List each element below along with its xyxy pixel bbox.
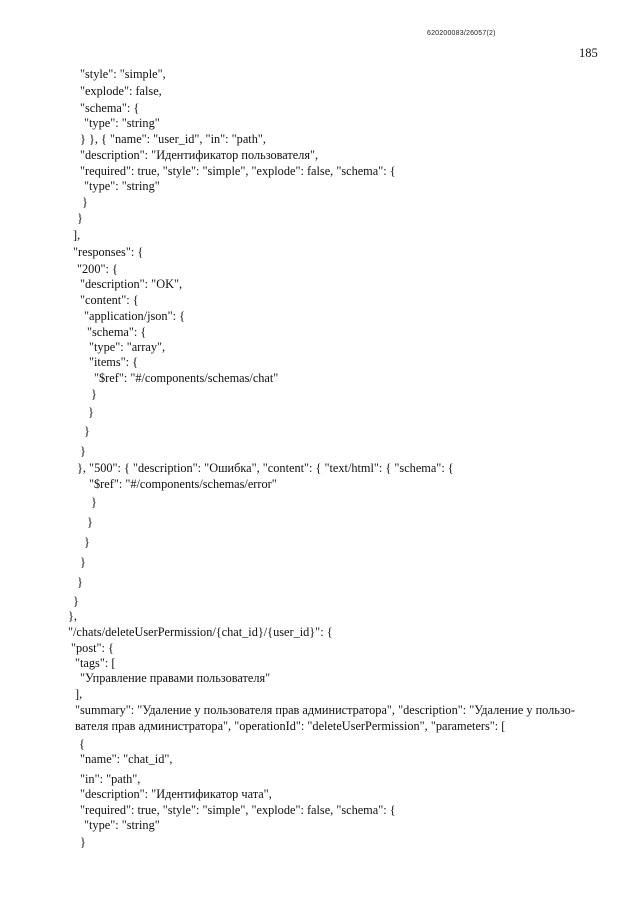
code-line: "post": {	[71, 641, 114, 655]
code-line: "description": "Идентификатор пользователя",	[80, 148, 319, 162]
code-line: }	[87, 515, 93, 529]
code-line: "type": "array",	[89, 340, 166, 354]
code-line: "type": "string"	[84, 116, 160, 130]
code-line: }	[82, 195, 88, 209]
code-line: "explode": false,	[80, 84, 162, 98]
code-line: },	[68, 609, 77, 623]
code-line: {	[79, 737, 85, 751]
code-line: "responses": {	[73, 245, 144, 259]
code-line: }	[84, 424, 90, 438]
code-line: }	[77, 575, 83, 589]
code-line: "description": "OK",	[80, 277, 183, 291]
code-line: "tags": [	[75, 656, 116, 670]
code-line: "required": true, "style": "simple", "explode": false, "schema": {	[80, 803, 396, 817]
code-line: }	[88, 405, 94, 419]
code-line: }	[73, 594, 79, 608]
code-line: "Управление правами пользователя"	[80, 671, 271, 685]
code-line: "content": {	[80, 293, 139, 307]
code-line: "summary": "Удаление у пользователя прав администратора", "description": "Удаление у пользо-	[75, 703, 575, 717]
code-line: "in": "path",	[80, 772, 141, 786]
code-line: }	[80, 555, 86, 569]
code-line: "items": {	[89, 355, 139, 369]
code-line: }, "500": { "description": "Ошибка", "content": { "text/html": { "schema": {	[77, 461, 454, 475]
code-line: }	[91, 495, 97, 509]
code-line: "$ref": "#/components/schemas/chat"	[94, 371, 279, 385]
code-line: "200": {	[77, 262, 118, 276]
code-line: вателя прав администратора", "operationId": "deleteUserPermission", "parameters": [	[75, 719, 506, 733]
code-line: "schema": {	[80, 101, 140, 115]
code-line: ],	[73, 228, 81, 242]
code-line: }	[80, 444, 86, 458]
code-line: "name": "chat_id",	[80, 752, 173, 766]
code-line: "schema": {	[87, 325, 147, 339]
code-line: "$ref": "#/components/schemas/error"	[89, 477, 277, 491]
code-line: } }, { "name": "user_id", "in": "path",	[80, 132, 266, 146]
code-line: "/chats/deleteUserPermission/{chat_id}/{user_id}": {	[68, 625, 333, 639]
code-line: }	[80, 835, 86, 849]
code-line: "required": true, "style": "simple", "explode": false, "schema": {	[80, 164, 396, 178]
code-line: "style": "simple",	[80, 67, 166, 81]
document-id: 620200083/26057(2)	[427, 30, 496, 37]
code-line: }	[84, 535, 90, 549]
code-line: "description": "Идентификатор чата",	[80, 787, 272, 801]
code-line: }	[77, 211, 83, 225]
code-line: "type": "string"	[84, 818, 160, 832]
code-line: ],	[75, 687, 83, 701]
code-line: "type": "string"	[84, 179, 160, 193]
page-number: 185	[579, 46, 598, 60]
code-line: "application/json": {	[84, 309, 185, 323]
code-line: }	[91, 387, 97, 401]
